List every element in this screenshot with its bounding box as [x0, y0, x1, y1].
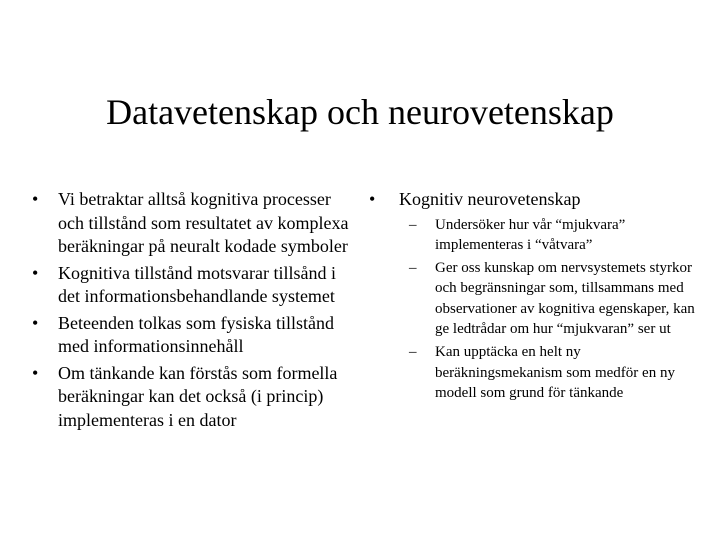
bullet-text: Om tänkande kan förstås som formella beräkningar kan det också (i princip) implementeras i en dator	[58, 362, 338, 430]
bullet-text: Kognitiv neurovetenskap	[399, 189, 581, 209]
bullet-text: Kognitiva tillstånd motsvarar tillsånd i det informationsbehandlande systemet	[58, 262, 336, 306]
bullet-marker: •	[369, 189, 376, 209]
sub-bullet-list	[399, 215, 707, 404]
bullet-text: Beteenden tolkas som fysiska tillstånd med informationsinnehåll	[58, 312, 334, 356]
sub-bullet-item	[399, 258, 707, 339]
bullet-marker: •	[32, 312, 39, 333]
bullet-marker: •	[32, 189, 39, 209]
sub-bullet-item	[399, 215, 707, 256]
left-bullet-list	[30, 188, 360, 432]
bullet-item	[30, 188, 360, 259]
right-bullet-list	[367, 188, 707, 403]
bullet-marker: •	[32, 262, 39, 283]
dash-marker: –	[409, 344, 417, 361]
bullet-text: Vi betraktar alltså kognitiva processer och tillstånd som resultatet av komplexa beräkningar på neuralt kodade symboler	[58, 189, 349, 256]
sub-bullet-text: Undersöker hur vår “mjukvara” implementeras i “våtvara”	[435, 216, 626, 253]
slide-title: Datavetenskap och neurovetenskap	[106, 92, 614, 132]
bullet-item	[30, 312, 360, 359]
bullet-item	[367, 188, 707, 403]
right-column	[367, 188, 707, 406]
left-column	[30, 188, 360, 435]
bullet-item	[30, 262, 360, 309]
dash-marker: –	[409, 260, 417, 277]
dash-marker: –	[409, 216, 417, 233]
sub-bullet-item	[399, 342, 707, 403]
sub-bullet-text: Ger oss kunskap om nervsystemets styrkor och begränsningar som, tillsammans med observationer av kognitiva egenskaper, kan ge ledtrådar om hur “mjukvaran” ser ut	[435, 260, 695, 337]
sub-bullet-text: Kan upptäcka en helt ny beräkningsmekanism som medför en ny modell som grund för tänkande	[435, 344, 675, 401]
bullet-item	[30, 362, 360, 433]
bullet-marker: •	[32, 362, 39, 383]
